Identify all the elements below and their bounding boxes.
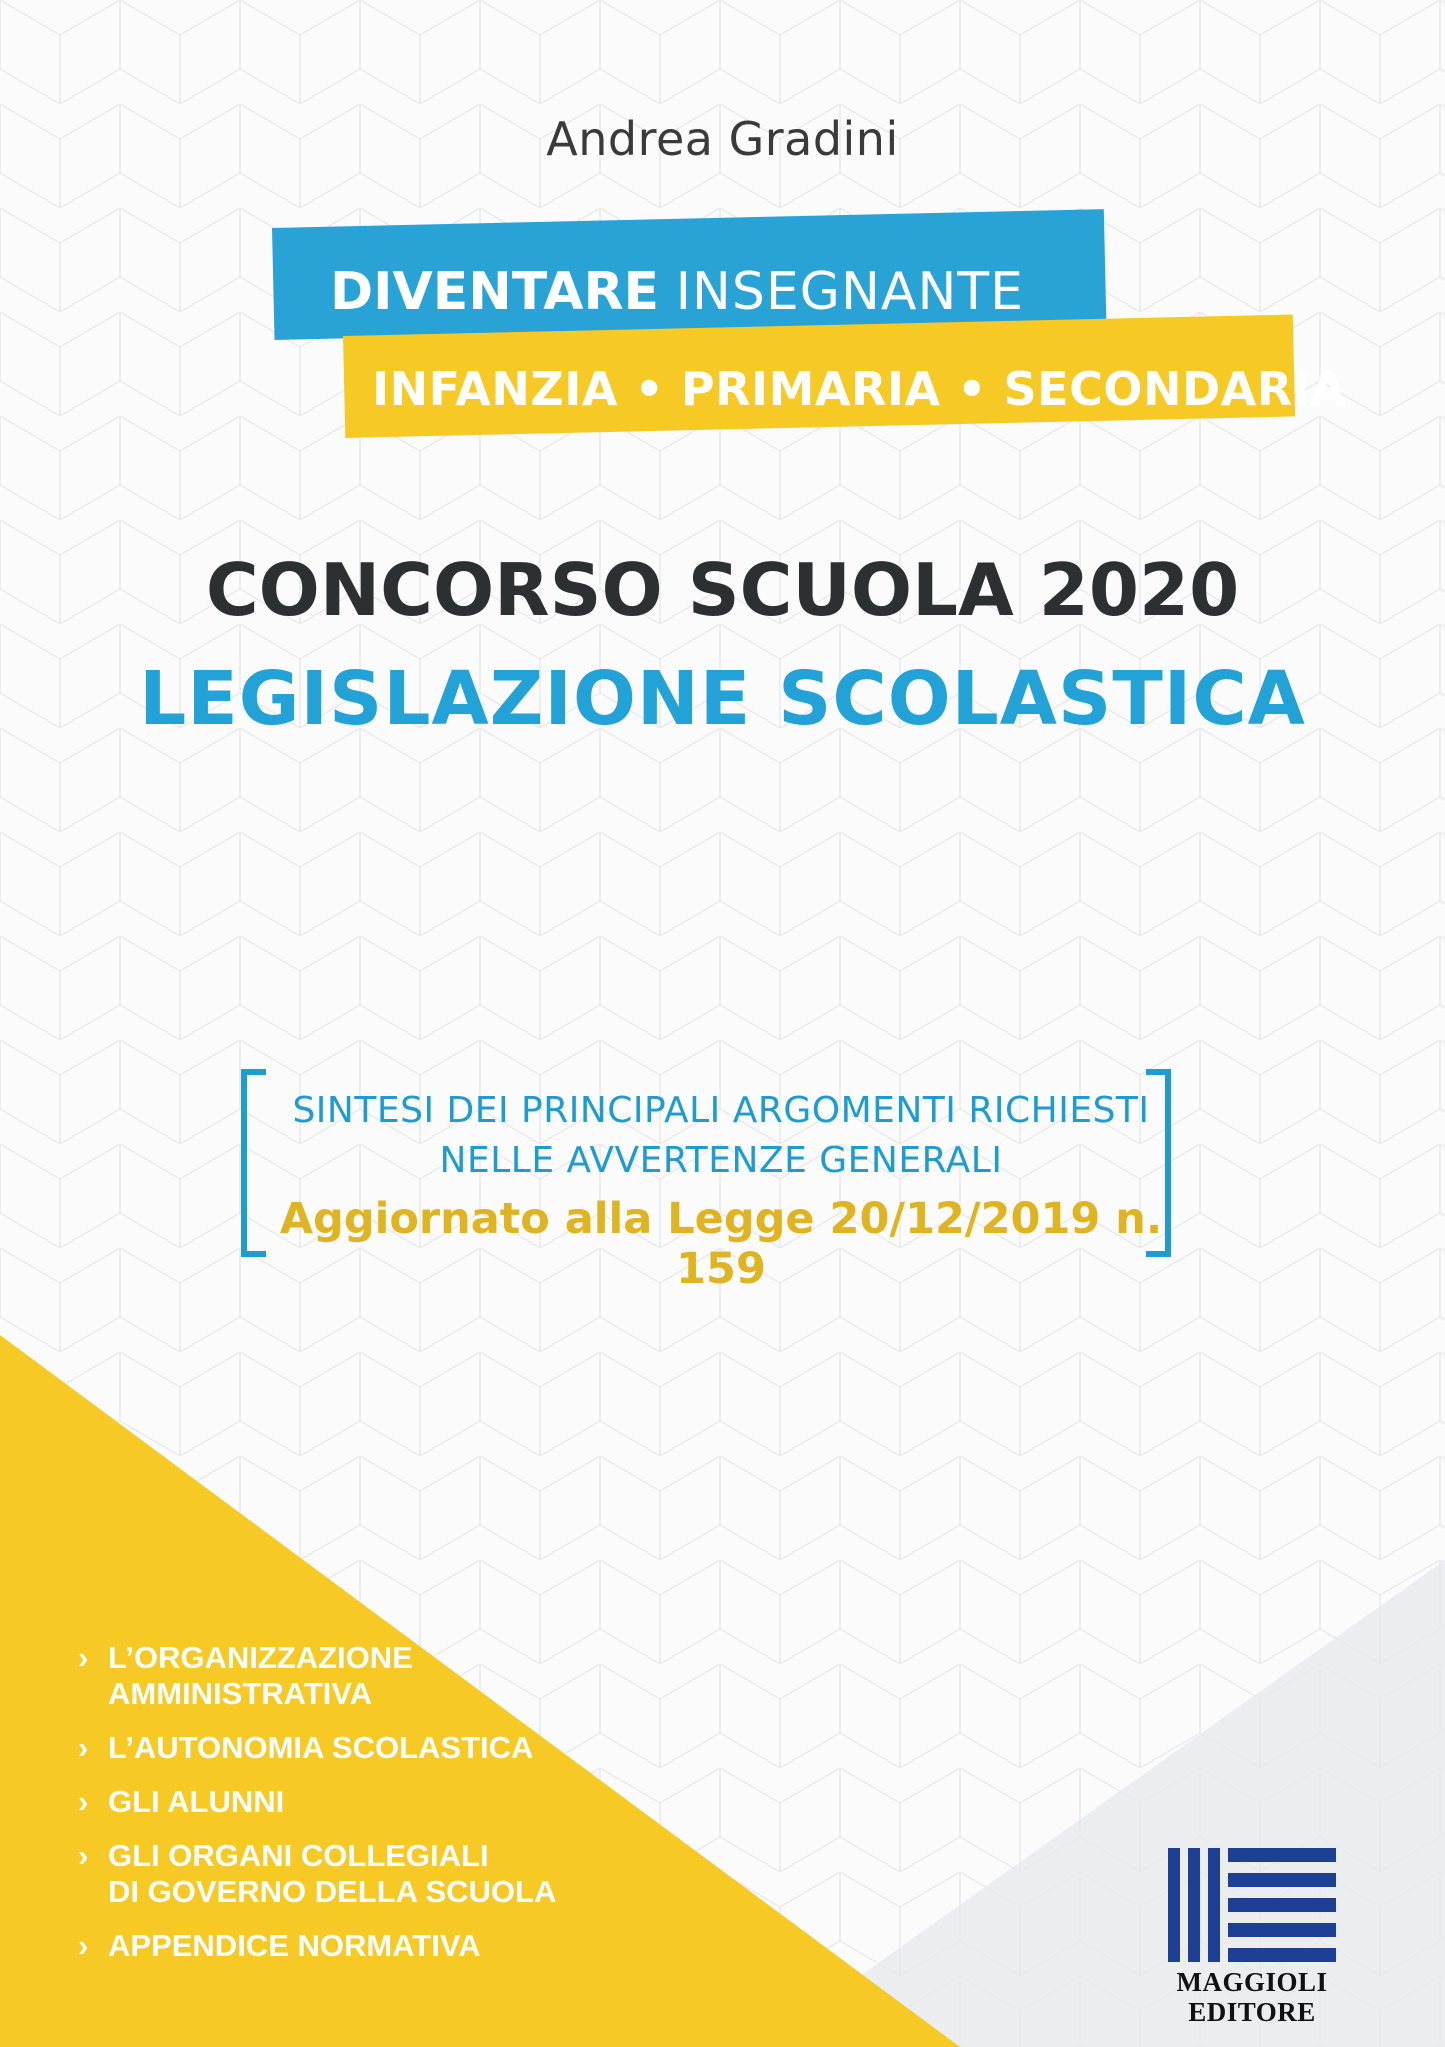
subtitle-line2: NELLE AVVERTENZE GENERALI xyxy=(439,1140,1003,1181)
topics-list xyxy=(78,1640,628,1982)
book-title-line2: LEGISLAZIONE SCOLASTICA xyxy=(139,656,1306,742)
publisher-name-line1: MAGGIOLI xyxy=(1176,1967,1328,1997)
update-note: Aggiornato alla Legge 20/12/2019 n. 159 xyxy=(279,1194,1163,1294)
topic-line1: L’ORGANIZZAZIONE xyxy=(108,1640,413,1675)
chevron-right-icon: › xyxy=(78,1640,89,1675)
chevron-right-icon: › xyxy=(78,1928,89,1963)
topic-line1: GLI ALUNNI xyxy=(108,1784,285,1819)
publisher-logo xyxy=(1166,1842,1338,2026)
series-title-light: INSEGNANTE xyxy=(675,262,1024,322)
chevron-right-icon: › xyxy=(78,1730,89,1765)
series-title-bold: DIVENTARE xyxy=(330,262,660,322)
topic-item xyxy=(78,1928,628,1964)
publisher-mark-icon xyxy=(1166,1842,1338,1966)
topic-line1: GLI ORGANI COLLEGIALI xyxy=(108,1838,489,1873)
topic-line1: L’AUTONOMIA SCOLASTICA xyxy=(108,1730,534,1765)
subtitle-line1: SINTESI DEI PRINCIPALI ARGOMENTI RICHIESTI xyxy=(292,1090,1150,1131)
school-levels: INFANZIA • PRIMARIA • SECONDARIA xyxy=(372,362,1347,416)
publisher-name-line2: EDITORE xyxy=(1188,1997,1316,2027)
topic-line1: APPENDICE NORMATIVA xyxy=(108,1928,481,1963)
topic-line2: DI GOVERNO DELLA SCUOLA xyxy=(108,1874,557,1909)
topic-item xyxy=(78,1640,628,1712)
author-name: Andrea Gradini xyxy=(546,112,899,166)
book-title-line1: CONCORSO SCUOLA 2020 xyxy=(205,548,1240,632)
topic-item xyxy=(78,1784,628,1820)
topic-line2: AMMINISTRATIVA xyxy=(108,1676,373,1711)
chevron-right-icon: › xyxy=(78,1838,89,1873)
chevron-right-icon: › xyxy=(78,1784,89,1819)
topic-item xyxy=(78,1730,628,1766)
topic-item xyxy=(78,1838,628,1910)
